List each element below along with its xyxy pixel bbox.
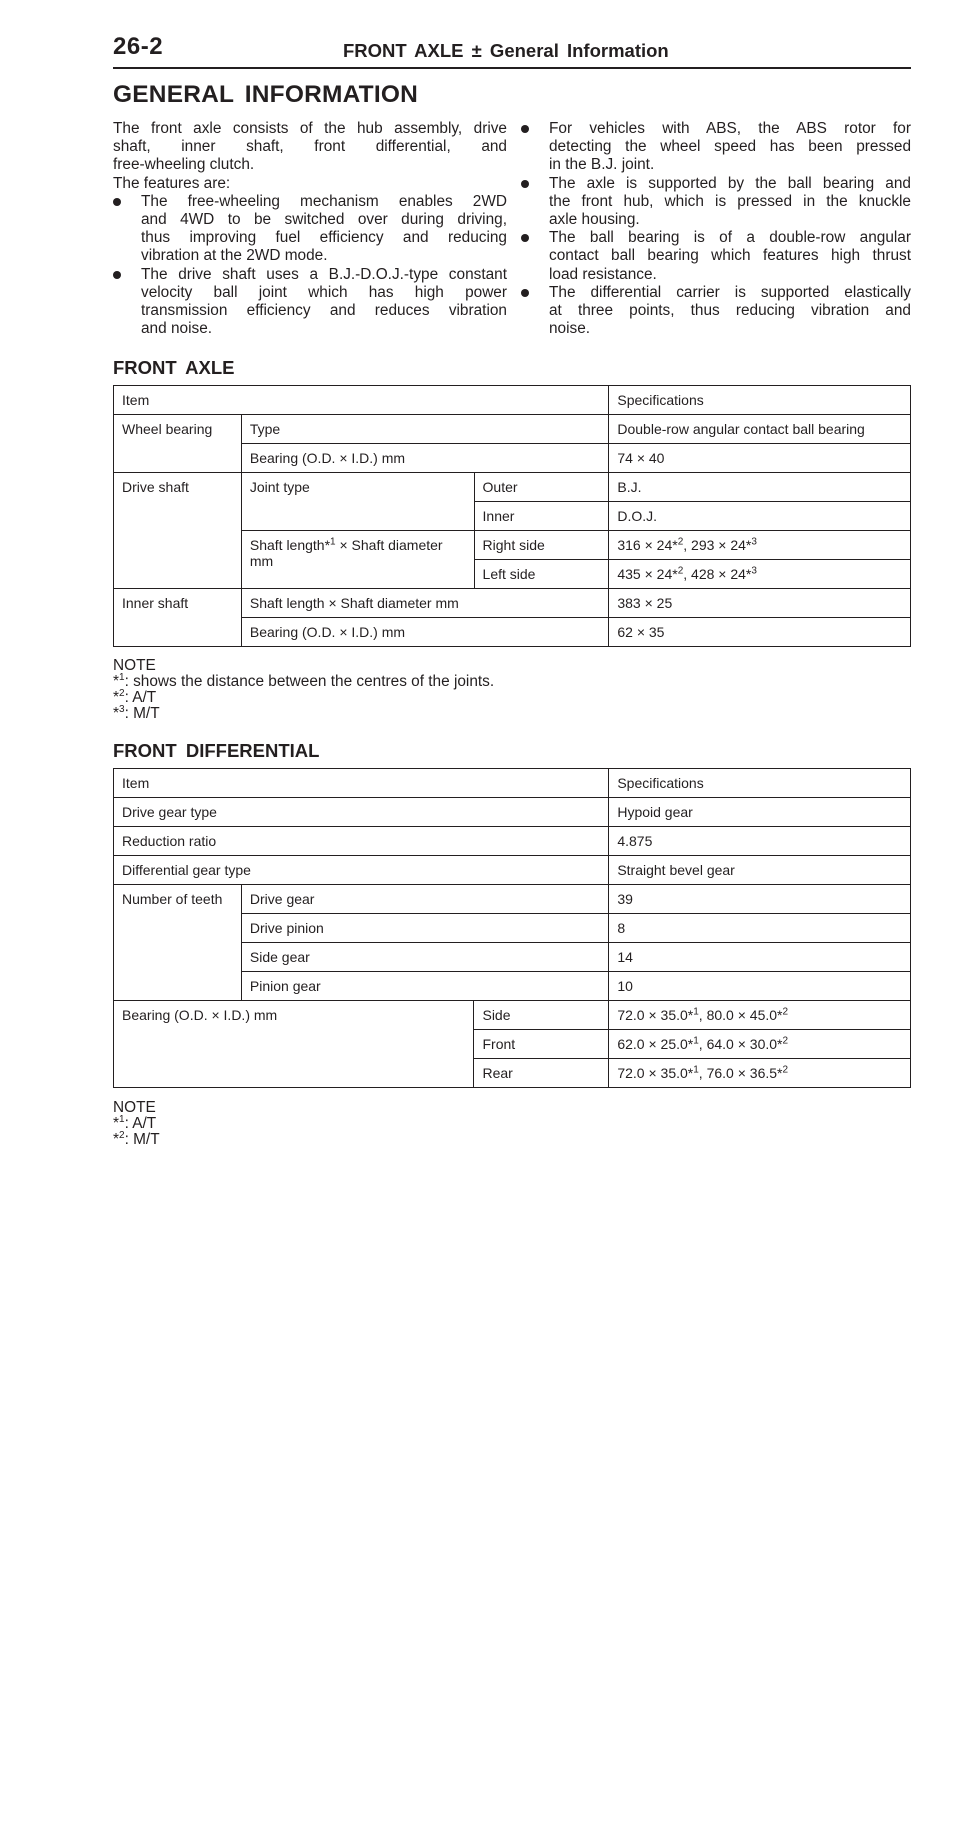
footnote-mark: 2: [119, 687, 125, 699]
intro-line: The features are:: [113, 174, 231, 192]
table-cell: Right side: [474, 531, 609, 560]
intro-line: shaft, inner shaft, front differential, and: [113, 138, 507, 156]
bullet-icon: [113, 198, 121, 206]
footnote-mark: 3: [119, 703, 125, 715]
table-cell: 4.875: [609, 827, 911, 856]
table-cell: Pinion gear: [241, 972, 608, 1001]
cell-text: , 76.0 × 36.5*: [698, 1065, 783, 1081]
cell-text: , 80.0 × 45.0*: [698, 1007, 783, 1023]
cell-text: 435 × 24*: [617, 566, 678, 582]
table-cell: D.O.J.: [609, 502, 911, 531]
table-row: [114, 1001, 911, 1030]
bullet-line: in the B.J. joint.: [549, 156, 655, 174]
bullet-line: detecting the wheel speed has been pressed: [549, 138, 911, 156]
note-mark: *: [113, 673, 119, 690]
page-number: 26-2: [113, 33, 164, 60]
note-heading: NOTE: [113, 657, 156, 674]
footnote-mark: 1: [330, 536, 336, 548]
table-cell: 8: [609, 914, 911, 943]
front-axle-notes: [113, 658, 494, 722]
table-row: [114, 885, 911, 914]
table-row: [114, 415, 911, 444]
bullet-line: axle housing.: [549, 211, 640, 229]
footnote-mark: 2: [782, 1064, 789, 1076]
table-cell: B.J.: [609, 473, 911, 502]
intro-right-column: [521, 120, 911, 338]
bullet-icon: [521, 125, 529, 133]
table-cell: 14: [609, 943, 911, 972]
table-cell: [609, 1059, 911, 1088]
footnote-mark: 2: [119, 1129, 125, 1141]
bullet-line: the front hub, which is pressed in the knuckle: [549, 192, 911, 210]
bullet-line: and 4WD to be switched over during driving,: [141, 211, 507, 229]
table-cell: Shaft length × Shaft diameter mm: [241, 589, 609, 618]
feature-bullet: [521, 284, 911, 339]
table-cell: [609, 560, 911, 589]
table-row: [114, 589, 911, 618]
feature-bullet: [521, 229, 911, 284]
table-cell: Bearing (O.D. × I.D.) mm: [241, 618, 609, 647]
table-cell: Drive gear type: [114, 798, 609, 827]
table-cell: Side: [474, 1001, 609, 1030]
intro-line: The front axle consists of the hub assembly, drive: [113, 120, 507, 137]
footnote-mark: 2: [677, 565, 684, 577]
bullet-line: The ball bearing is of a double-row angular: [549, 229, 911, 247]
bullet-line: velocity ball joint which has high power: [141, 283, 507, 301]
table-cell: Drive gear: [241, 885, 608, 914]
note-mark: *: [113, 1131, 119, 1148]
table-cell: 383 × 25: [609, 589, 911, 618]
table-cell: Wheel bearing: [114, 415, 242, 473]
front-axle-title: FRONT AXLE: [113, 357, 235, 378]
table-cell: Inner: [474, 502, 609, 531]
feature-bullet: [113, 193, 507, 266]
bullet-line: noise.: [549, 320, 591, 338]
note-mark: *: [113, 705, 119, 722]
table-cell: Inner shaft: [114, 589, 242, 647]
table-cell: Left side: [474, 560, 609, 589]
table-cell: Reduction ratio: [114, 827, 609, 856]
footnote-mark: 3: [751, 536, 757, 548]
bullet-icon: [521, 180, 529, 188]
table-row: [114, 827, 911, 856]
table-header-specs: Specifications: [609, 386, 911, 415]
table-cell: Differential gear type: [114, 856, 609, 885]
table-header-item: Item: [114, 386, 609, 415]
intro-line: free-wheeling clutch.: [113, 156, 255, 174]
note-mark: *: [113, 1115, 119, 1132]
table-row: [114, 798, 911, 827]
front-differential-title: FRONT DIFFERENTIAL: [113, 740, 320, 761]
cell-text: , 293 × 24*: [683, 537, 752, 553]
cell-text: mm: [249, 553, 274, 569]
note-item: [113, 1129, 160, 1148]
cell-text: 72.0 × 35.0*: [617, 1065, 694, 1081]
front-axle-table: [113, 385, 911, 647]
note-text: : M/T: [124, 1131, 160, 1148]
footnote-mark: 1: [119, 671, 125, 683]
table-cell: Type: [241, 415, 609, 444]
feature-bullet: [521, 120, 911, 175]
note-mark: *: [113, 689, 119, 706]
footnote-mark: 1: [119, 1113, 125, 1125]
footnote-mark: 1: [693, 1006, 699, 1018]
table-cell: [609, 1030, 911, 1059]
table-cell: Side gear: [241, 943, 608, 972]
note-text: : shows the distance between the centres of the joints.: [124, 673, 495, 690]
footnote-mark: 2: [677, 536, 684, 548]
footnote-mark: 2: [782, 1006, 789, 1018]
note-item: [113, 671, 495, 690]
footnote-mark: 1: [693, 1035, 699, 1047]
intro-left-column: [113, 120, 507, 338]
bullet-line: contact ball bearing which features high thrust: [549, 247, 911, 265]
table-header-specs: Specifications: [609, 769, 911, 798]
table-cell: [609, 531, 911, 560]
table-cell: 62 × 35: [609, 618, 911, 647]
bullet-icon: [113, 271, 121, 279]
table-cell: Joint type: [241, 473, 474, 531]
table-cell: Bearing (O.D. × I.D.) mm: [241, 444, 609, 473]
bullet-line: The free-wheeling mechanism enables 2WD: [141, 192, 507, 210]
cell-text: 72.0 × 35.0*: [617, 1007, 694, 1023]
bullet-line: at three points, thus reducing vibration and: [549, 302, 911, 320]
table-cell: Hypoid gear: [609, 798, 911, 827]
front-differential-notes: [113, 1100, 160, 1148]
feature-bullet: [113, 266, 507, 339]
bullet-line: For vehicles with ABS, the ABS rotor for: [549, 120, 911, 137]
note-heading: NOTE: [113, 1099, 156, 1116]
table-cell: Front: [474, 1030, 609, 1059]
cell-text: , 428 × 24*: [683, 566, 752, 582]
table-cell: Rear: [474, 1059, 609, 1088]
bullet-line: transmission efficiency and reduces vibration: [141, 302, 507, 320]
header-title: FRONT AXLE ± General Information: [343, 40, 669, 61]
table-cell: Outer: [474, 473, 609, 502]
bullet-line: thus improving fuel efficiency and reducing: [141, 229, 507, 247]
table-cell: 10: [609, 972, 911, 1001]
table-cell: [609, 1001, 911, 1030]
note-text: : A/T: [124, 689, 157, 706]
bullet-line: The drive shaft uses a B.J.-D.O.J.-type constant: [141, 265, 507, 283]
footnote-mark: 1: [693, 1064, 699, 1076]
bullet-line: The differential carrier is supported elastically: [549, 283, 911, 301]
note-text: : A/T: [124, 1115, 157, 1132]
bullet-line: The axle is supported by the ball bearing and: [549, 174, 911, 192]
cell-text: × Shaft diameter: [335, 537, 443, 553]
table-cell: Bearing (O.D. × I.D.) mm: [114, 1001, 474, 1088]
table-cell: 74 × 40: [609, 444, 911, 473]
note-item: [113, 703, 494, 722]
cell-text: 62.0 × 25.0*: [617, 1036, 694, 1052]
bullet-line: vibration at the 2WD mode.: [141, 247, 328, 265]
front-differential-table: [113, 768, 911, 1088]
footnote-mark: 3: [751, 565, 757, 577]
table-row: [114, 386, 911, 415]
feature-bullet: [521, 175, 911, 230]
section-title: GENERAL INFORMATION: [113, 81, 418, 108]
bullet-line: load resistance.: [549, 265, 657, 283]
table-row: [114, 769, 911, 798]
table-row: [114, 473, 911, 502]
table-cell: Double-row angular contact ball bearing: [609, 415, 911, 444]
footnote-mark: 2: [782, 1035, 789, 1047]
table-cell: Drive pinion: [241, 914, 608, 943]
table-cell: Drive shaft: [114, 473, 242, 589]
cell-text: Shaft length*: [249, 537, 331, 553]
bullet-line: and noise.: [141, 320, 213, 338]
table-cell: [241, 531, 474, 589]
bullet-icon: [521, 289, 529, 297]
intro-paragraph: [113, 120, 507, 193]
cell-text: 316 × 24*: [617, 537, 678, 553]
table-row: [114, 856, 911, 885]
bullet-icon: [521, 234, 529, 242]
note-text: : M/T: [124, 705, 160, 722]
table-cell: Straight bevel gear: [609, 856, 911, 885]
table-cell: Number of teeth: [114, 885, 242, 1001]
header-rule: [113, 67, 911, 69]
table-header-item: Item: [114, 769, 609, 798]
note-item: [113, 687, 494, 706]
table-cell: 39: [609, 885, 911, 914]
cell-text: , 64.0 × 30.0*: [698, 1036, 783, 1052]
